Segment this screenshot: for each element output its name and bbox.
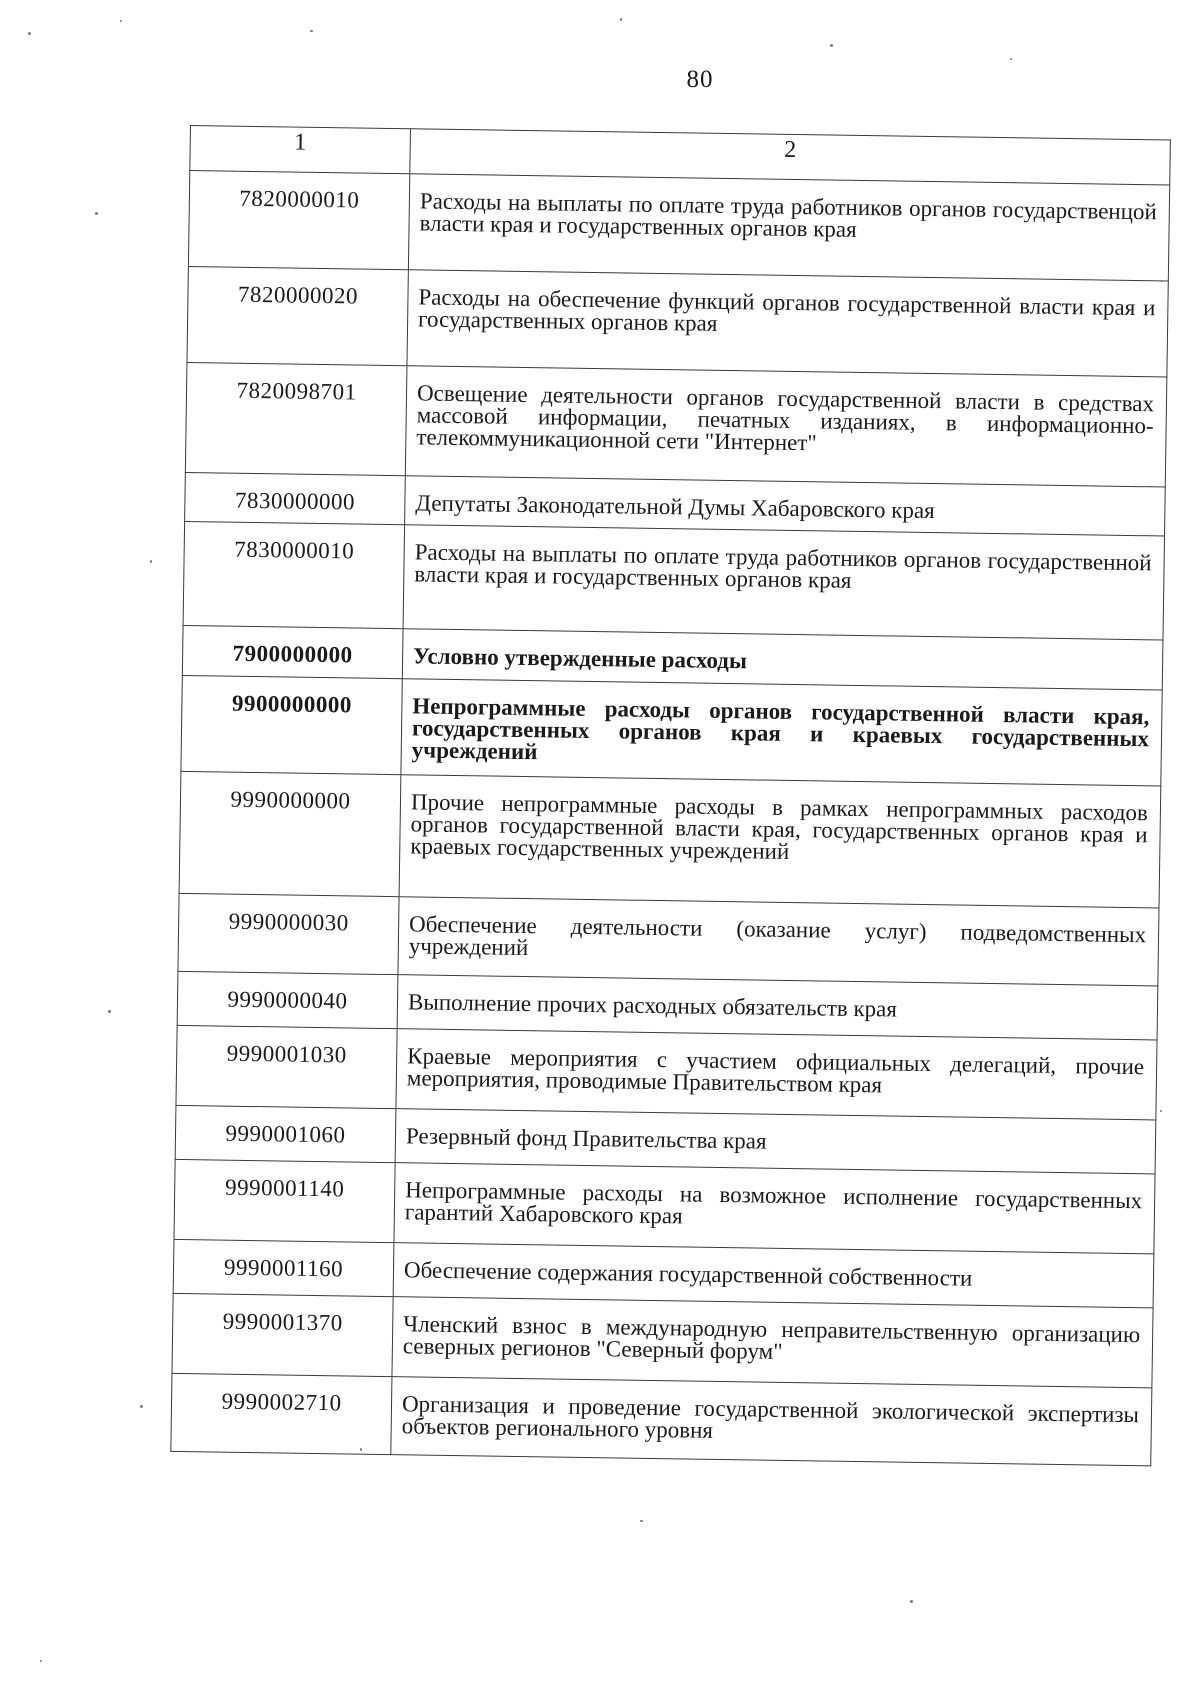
- table-row: [185, 362, 1167, 487]
- page-number: 80: [686, 66, 714, 93]
- scan-speck: [1160, 280, 1163, 282]
- row-name: Расходы на выплаты по оплате труда работников органов государственцой власти края и государственных органов края: [408, 174, 1169, 281]
- table-row: [178, 893, 1159, 986]
- row-code: 7820000010: [188, 171, 409, 270]
- table-row: [181, 675, 1162, 786]
- row-code: 9900000000: [181, 675, 402, 774]
- row-code: 9990001030: [176, 1025, 397, 1108]
- scan-speck: [310, 30, 313, 32]
- row-name: Выполнение прочих расходных обязательств края: [397, 975, 1158, 1040]
- row-code: 7830000010: [183, 521, 405, 628]
- scan-speck: [108, 1010, 111, 1013]
- row-name: Непрограммные расходы на возможное исполнение государственных гарантий Хабаровского края: [394, 1163, 1155, 1254]
- row-name: Расходы на выплаты по оплате труда работников органов государственной власти края и государственных органов края: [403, 525, 1164, 640]
- table-row: [179, 771, 1161, 908]
- scan-speck: [830, 44, 833, 47]
- row-name: Прочие непрограммные расходы в рамках непрограммных расходов органов государственной власти края, государственных органов края и краевых государственных учреждений: [399, 775, 1161, 908]
- row-name: Депутаты Законодательной Думы Хабаровского края: [405, 476, 1166, 536]
- scan-speck: [1010, 58, 1012, 60]
- scan-speck: [620, 18, 622, 21]
- table-row: [187, 266, 1168, 377]
- row-name: Краевые мероприятия с участием официальных делегаций, прочие мероприятия, проводимые Правительством края: [396, 1029, 1157, 1120]
- budget-code-table: [170, 125, 1171, 1466]
- table-row: [171, 1373, 1152, 1466]
- row-code: 7820098701: [185, 362, 407, 475]
- scan-speck: [640, 1520, 643, 1522]
- row-code: 9990001140: [174, 1159, 395, 1242]
- scan-speck: [360, 1448, 362, 1451]
- row-code: 7820000020: [187, 266, 408, 365]
- table-row: [174, 1159, 1155, 1254]
- scan-speck: [150, 560, 152, 563]
- row-name: Расходы на обеспечение функций органов государственной власти края и государственных органов края: [407, 270, 1168, 377]
- row-name: Непрограммные расходы органов государственной власти края, государственных органов края и краевых государственных учреждений: [401, 679, 1162, 786]
- row-code: 9990001370: [172, 1293, 393, 1376]
- row-name: Резервный фонд Правительства края: [395, 1109, 1156, 1174]
- row-code: 7900000000: [182, 625, 403, 678]
- row-code: 7830000000: [185, 472, 406, 524]
- row-code: 9990000040: [177, 971, 398, 1028]
- scan-speck: [40, 1660, 42, 1662]
- scan-speck: [910, 1600, 913, 1603]
- scan-speck: [140, 1405, 143, 1408]
- scan-speck: [95, 212, 98, 215]
- scan-speck: [1160, 1110, 1162, 1112]
- row-name: Членский взнос в международную неправительственную организацию северных регионов "Северный форум": [392, 1297, 1153, 1388]
- table-row: [188, 171, 1169, 282]
- scan-speck: [120, 20, 122, 22]
- row-name: Освещение деятельности органов государственной власти в средствах массовой информации, печатных изданиях, в информационно-телекоммуникационной сети "Интернет": [405, 366, 1167, 487]
- row-code: 9990001060: [175, 1105, 396, 1162]
- table-row: [183, 521, 1164, 640]
- row-name: Обеспечение деятельности (оказание услуг) подведомственных учреждений: [398, 897, 1159, 986]
- row-code: 9990000030: [178, 893, 399, 974]
- column-header-name: 2: [410, 129, 1171, 185]
- scan-speck: [28, 32, 31, 35]
- row-code: 9990002710: [171, 1373, 392, 1454]
- column-header-code: 1: [190, 126, 411, 174]
- row-code: 9990001160: [173, 1239, 394, 1296]
- row-name: Организация и проведение государственной экологической экспертизы объектов регионального уровня: [391, 1377, 1152, 1466]
- row-name: Условно утвержденные расходы: [402, 629, 1163, 690]
- table-row: [176, 1025, 1157, 1120]
- row-code: 9990000000: [179, 771, 401, 896]
- table-row: [172, 1293, 1153, 1388]
- row-name: Обеспечение содержания государственной собственности: [393, 1243, 1154, 1308]
